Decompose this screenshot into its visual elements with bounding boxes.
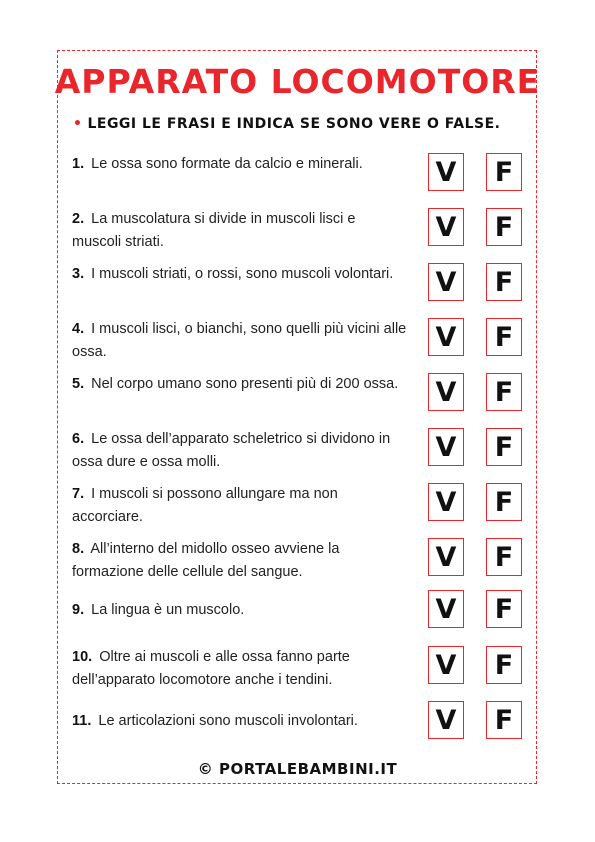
question-statement: I muscoli si possono allungare ma non accorciare.: [72, 486, 338, 525]
question-statement: Nel corpo umano sono presenti più di 200 ossa.: [91, 376, 399, 392]
question-text: [72, 428, 407, 474]
question-statement: Le ossa dell’apparato scheletrico si dividono in ossa dure e ossa molli.: [72, 431, 391, 470]
question-row: [72, 263, 532, 309]
footer-copyright: © PORTALEBAMBINI.IT: [197, 760, 398, 778]
question-statement: Le articolazioni sono muscoli involontari.: [98, 713, 358, 729]
question-statement: La lingua è un muscolo.: [91, 602, 245, 618]
true-checkbox[interactable]: V: [428, 646, 464, 684]
question-row: [72, 538, 532, 584]
question-text: [72, 373, 407, 396]
question-number: 8.: [72, 541, 85, 557]
question-row: [72, 701, 532, 747]
question-number: 9.: [72, 602, 85, 618]
question-statement: Oltre ai muscoli e alle ossa fanno parte dell’apparato locomotore anche i tendini.: [72, 649, 350, 688]
question-text: [72, 646, 407, 692]
instruction: [73, 116, 500, 132]
question-text: [72, 483, 407, 529]
false-checkbox[interactable]: F: [486, 646, 522, 684]
question-number: 2.: [72, 211, 85, 227]
true-checkbox[interactable]: V: [428, 373, 464, 411]
question-row: [72, 646, 532, 692]
question-text: [72, 538, 407, 584]
true-checkbox[interactable]: V: [428, 538, 464, 576]
false-checkbox[interactable]: F: [486, 538, 522, 576]
page-title: APPARATO LOCOMOTORE: [54, 62, 541, 101]
true-checkbox[interactable]: V: [428, 590, 464, 628]
true-checkbox[interactable]: V: [428, 153, 464, 191]
false-checkbox[interactable]: F: [486, 483, 522, 521]
question-row: [72, 428, 532, 474]
question-number: 6.: [72, 431, 85, 447]
question-number: 11.: [72, 713, 92, 729]
question-row: [72, 483, 532, 529]
question-row: [72, 208, 532, 254]
question-number: 4.: [72, 321, 85, 337]
false-checkbox[interactable]: F: [486, 318, 522, 356]
true-checkbox[interactable]: V: [428, 263, 464, 301]
false-checkbox[interactable]: F: [486, 701, 522, 739]
false-checkbox[interactable]: F: [486, 263, 522, 301]
question-row: [72, 318, 532, 364]
question-number: 3.: [72, 266, 85, 282]
false-checkbox[interactable]: F: [486, 590, 522, 628]
false-checkbox[interactable]: F: [486, 373, 522, 411]
question-statement: I muscoli striati, o rossi, sono muscoli volontari.: [91, 266, 394, 282]
question-number: 5.: [72, 376, 85, 392]
question-text: [72, 263, 407, 286]
instruction-text: LEGGI LE FRASI E INDICA SE SONO VERE O FALSE.: [87, 116, 501, 132]
question-row: [72, 590, 532, 636]
question-text: [72, 153, 407, 176]
true-checkbox[interactable]: V: [428, 428, 464, 466]
true-checkbox[interactable]: V: [428, 483, 464, 521]
question-statement: Le ossa sono formate da calcio e minerali.: [91, 156, 363, 172]
true-checkbox[interactable]: V: [428, 318, 464, 356]
bullet-icon: •: [73, 116, 83, 132]
question-text: [72, 318, 407, 364]
question-number: 7.: [72, 486, 85, 502]
question-row: [72, 153, 532, 199]
false-checkbox[interactable]: F: [486, 208, 522, 246]
question-statement: I muscoli lisci, o bianchi, sono quelli più vicini alle ossa.: [72, 321, 407, 360]
question-text: [72, 208, 407, 254]
question-statement: All’interno del midollo osseo avviene la formazione delle cellule del sangue.: [72, 541, 340, 580]
true-checkbox[interactable]: V: [428, 701, 464, 739]
true-checkbox[interactable]: V: [428, 208, 464, 246]
question-text: [72, 710, 412, 733]
question-number: 1.: [72, 156, 85, 172]
question-row: [72, 373, 532, 419]
false-checkbox[interactable]: F: [486, 428, 522, 466]
false-checkbox[interactable]: F: [486, 153, 522, 191]
question-text: [72, 599, 407, 622]
question-statement: La muscolatura si divide in muscoli lisci e muscoli striati.: [72, 211, 356, 250]
question-number: 10.: [72, 649, 93, 665]
